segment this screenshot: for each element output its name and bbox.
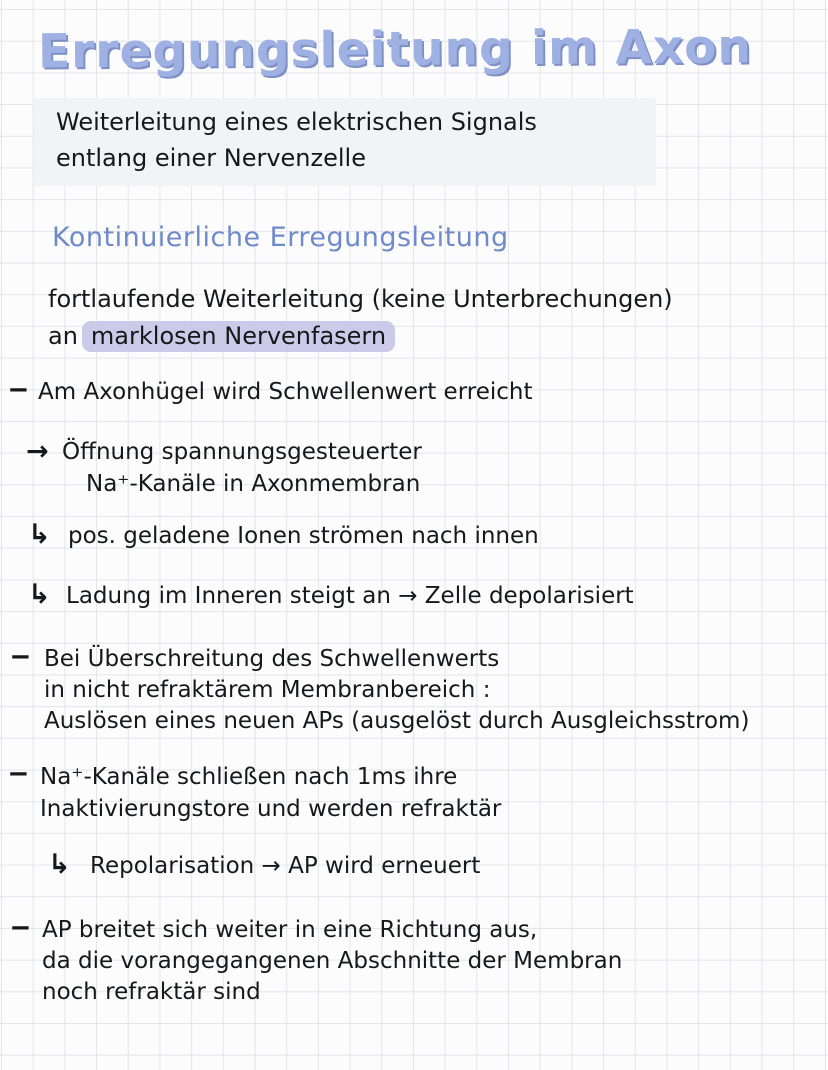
bullet-line: noch refraktär sind (42, 979, 261, 1005)
definition-line: Weiterleitung eines elektrischen Signals (56, 108, 537, 136)
bullet-line: AP breitet sich weiter in eine Richtung aus, (42, 917, 538, 943)
bullet-line: Na⁺-Kanäle schließen nach 1ms ihre (40, 764, 458, 790)
hook-arrow-icon: ↳ (48, 849, 71, 880)
page-title: Erregungsleitung im Axon (37, 19, 753, 80)
bullet-line: Bei Überschreitung des Schwellenwerts (44, 646, 500, 672)
bullet-line: Öffnung spannungsgesteuerter (62, 439, 422, 465)
dash-marker: – (8, 758, 29, 788)
hook-arrow-icon: ↳ (28, 519, 51, 550)
definition-panel (34, 98, 656, 186)
intro-line (48, 318, 673, 355)
dash-marker: – (10, 912, 31, 942)
intro-line-prefix: an (48, 322, 78, 350)
bullet-line: Na⁺-Kanäle in Axonmembran (86, 471, 421, 497)
arrow-icon: → (26, 436, 49, 467)
bullet-line: Inaktivierungstore und werden refraktär (40, 796, 502, 822)
bullet-line: Am Axonhügel wird Schwellenwert erreicht (38, 379, 533, 405)
bullet-line: da die vorangegangenen Abschnitte der Membran (42, 948, 623, 974)
intro-line: fortlaufende Weiterleitung (keine Unterbrechungen) (48, 285, 673, 313)
bullet-line: pos. geladene Ionen strömen nach innen (68, 523, 539, 549)
bullet-line: Auslösen eines neuen APs (ausgelöst durch Ausgleichsstrom) (44, 708, 750, 734)
dash-marker: – (10, 641, 31, 671)
dash-marker: – (8, 374, 29, 404)
definition-line: entlang einer Nervenzelle (56, 144, 366, 172)
bullet-line: Repolarisation → AP wird erneuert (90, 853, 481, 879)
intro-paragraph (48, 281, 673, 355)
bullet-line: in nicht refraktärem Membranbereich : (44, 677, 491, 703)
section-heading: Kontinuierliche Erregungsleitung (52, 222, 509, 253)
highlight-mark: marklosen Nervenfasern (82, 321, 395, 352)
hook-arrow-icon: ↳ (28, 579, 51, 610)
bullet-line: Ladung im Inneren steigt an → Zelle depolarisiert (66, 583, 634, 609)
